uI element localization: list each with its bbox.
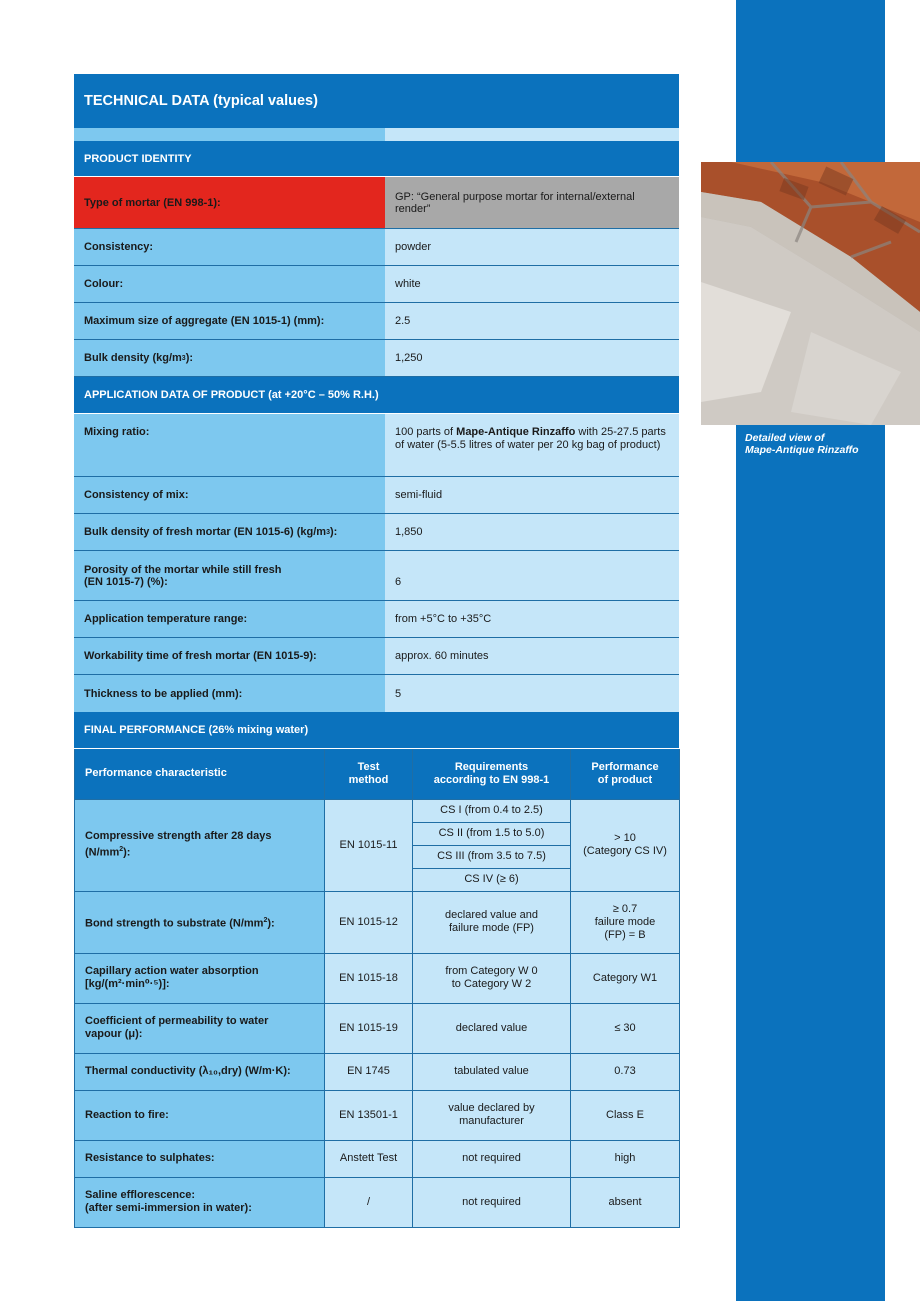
table-row [74, 266, 679, 303]
product-performance: Class E [571, 1090, 680, 1140]
row-value: 6 [385, 551, 679, 600]
test-method: Anstett Test [325, 1140, 413, 1177]
table-row [74, 303, 679, 340]
requirement: CS III (from 3.5 to 7.5) [413, 845, 571, 868]
table-row [74, 414, 679, 477]
test-method: EN 1015-19 [325, 1003, 413, 1053]
row-label: Bulk density (kg/m 3 ): [74, 340, 385, 376]
requirement: declared value and failure mode (FP) [413, 891, 571, 953]
product-performance: > 10 (Category CS IV) [571, 799, 680, 891]
row-label: Type of mortar (EN 998-1): [74, 177, 385, 228]
row-value: from +5°C to +35°C [385, 601, 679, 637]
row-label: Bulk density of fresh mortar (EN 1015-6) (kg/m 3 ): [74, 514, 385, 550]
requirement: declared value [413, 1003, 571, 1053]
table-row [75, 1090, 680, 1140]
section-heading-product-identity: PRODUCT IDENTITY [74, 141, 679, 177]
table-row [75, 1053, 680, 1090]
row-label: Application temperature range: [74, 601, 385, 637]
column-header: Performance of product [571, 749, 680, 799]
row-label: Workability time of fresh mortar (EN 1015-9): [74, 638, 385, 674]
section-heading-final-performance: FINAL PERFORMANCE (26% mixing water) [74, 712, 679, 749]
requirement: not required [413, 1140, 571, 1177]
product-performance: 0.73 [571, 1053, 680, 1090]
table-row [74, 601, 679, 638]
table-row [75, 1177, 680, 1227]
row-label: Bond strength to substrate $(N/mm^2)$: [75, 891, 325, 953]
row-label: Resistance to sulphates: [75, 1140, 325, 1177]
technical-data-sheet [74, 74, 679, 1228]
row-label: Saline efflorescence: (after semi-immersion in water): [75, 1177, 325, 1227]
table-row [74, 340, 679, 377]
spacer-strip [74, 128, 679, 141]
product-performance: Category W1 [571, 953, 680, 1003]
test-method: EN 1015-11 [325, 799, 413, 891]
table-header-row [75, 749, 680, 799]
product-performance: high [571, 1140, 680, 1177]
row-value: 1,250 [385, 340, 679, 376]
row-value: 2.5 [385, 303, 679, 339]
section-heading-application-data: APPLICATION DATA OF PRODUCT (at +20°C – 50% R.H.) [74, 377, 679, 414]
caption-line: Mape-Antique Rinzaffo [745, 444, 859, 456]
row-label: Colour: [74, 266, 385, 302]
row-value: semi-fluid [385, 477, 679, 513]
test-method: EN 1015-12 [325, 891, 413, 953]
row-label: Thickness to be applied (mm): [74, 675, 385, 712]
requirement: CS IV (≥ 6) [413, 868, 571, 891]
requirement: CS II (from 1.5 to 5.0) [413, 822, 571, 845]
row-value: powder [385, 229, 679, 265]
column-header: Test method [325, 749, 413, 799]
product-detail-photo [701, 162, 920, 425]
table-row [74, 477, 679, 514]
test-method: EN 1745 [325, 1053, 413, 1090]
row-label: Consistency of mix: [74, 477, 385, 513]
row-label: Maximum size of aggregate (EN 1015-1) (mm): [74, 303, 385, 339]
row-label: Compressive strength after 28 days $(N/mm^2)$: [75, 799, 325, 891]
requirement: tabulated value [413, 1053, 571, 1090]
row-value: approx. 60 minutes [385, 638, 679, 674]
row-label: Reaction to fire: [75, 1090, 325, 1140]
product-performance: ≤ 30 [571, 1003, 680, 1053]
row-label: Porosity of the mortar while still fresh (EN 1015-7) (%): [74, 551, 385, 600]
test-method: EN 1015-18 [325, 953, 413, 1003]
row-value: 100 parts of Mape-Antique Rinzaffo with 25-27.5 parts of water (5-5.5 litres of water per 20 kg bag of product) [385, 414, 679, 476]
row-label: Mixing ratio: [74, 414, 385, 476]
performance-table [74, 749, 680, 1228]
row-value: white [385, 266, 679, 302]
column-header: Performance characteristic [75, 749, 325, 799]
table-row [75, 1003, 680, 1053]
requirement: value declared by manufacturer [413, 1090, 571, 1140]
table-row [74, 675, 679, 712]
table-row [75, 953, 680, 1003]
requirement: from Category W 0 to Category W 2 [413, 953, 571, 1003]
product-performance: absent [571, 1177, 680, 1227]
requirement: CS I (from 0.4 to 2.5) [413, 799, 571, 822]
table-row [74, 638, 679, 675]
product-performance: ≥ 0.7 failure mode (FP) = B [571, 891, 680, 953]
row-label: Coefficient of permeability to water vapour (μ): [75, 1003, 325, 1053]
row-value: 5 [385, 675, 679, 712]
table-row [75, 891, 680, 953]
test-method: / [325, 1177, 413, 1227]
caption-line: Detailed view of [745, 432, 825, 444]
table-row [75, 1140, 680, 1177]
table-row [75, 799, 680, 822]
table-row [74, 229, 679, 266]
row-value: GP: “General purpose mortar for internal/external render” [385, 177, 679, 228]
brick-wall-image [701, 162, 920, 425]
table-row [74, 514, 679, 551]
table-row [74, 177, 679, 229]
page-title: TECHNICAL DATA (typical values) [74, 74, 679, 128]
row-label: Thermal conductivity (λ₁₀,dry) (W/m·K): [75, 1053, 325, 1090]
row-label: Capillary action water absorption [kg/(m²·min⁰·⁵)]: [75, 953, 325, 1003]
row-value: 1,850 [385, 514, 679, 550]
photo-caption [745, 432, 885, 456]
column-header: Requirements according to EN 998-1 [413, 749, 571, 799]
requirement: not required [413, 1177, 571, 1227]
table-row [74, 551, 679, 601]
test-method: EN 13501-1 [325, 1090, 413, 1140]
row-label: Consistency: [74, 229, 385, 265]
